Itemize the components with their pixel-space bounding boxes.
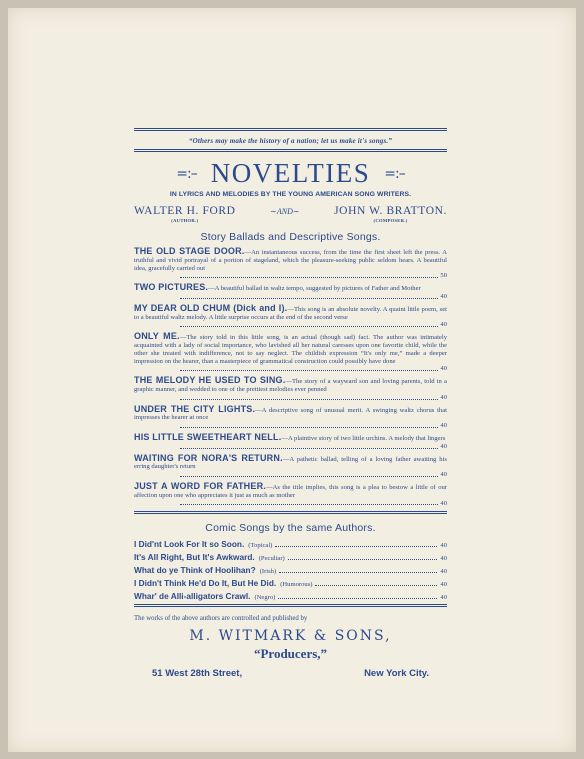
comic-price: 40: [440, 594, 447, 602]
ballad-price: 40: [440, 471, 447, 479]
comic-item: [134, 565, 447, 575]
ballad-item: [134, 403, 447, 430]
motto-rule: [134, 149, 447, 152]
ballad-title: ONLY ME.: [134, 331, 180, 342]
page-subtitle: IN LYRICS AND MELODIES BY THE YOUNG AMERICAN SONG WRITERS.: [169, 191, 412, 198]
ballad-title: THE OLD STAGE DOOR.: [134, 246, 245, 256]
comic-genre: (Negro): [254, 594, 276, 602]
comic-genre: (Humorous): [280, 581, 313, 589]
composer-role: (COMPOSER.): [373, 218, 408, 223]
comic-genre: (Irish): [259, 568, 277, 576]
bottom-rule: [134, 604, 447, 607]
publisher-city: New York City.: [364, 668, 429, 680]
author-right: [334, 205, 447, 223]
ballad-price: 40: [440, 442, 447, 450]
ornament-left-icon: =:–: [176, 165, 197, 182]
ballad-price: 40: [440, 499, 447, 507]
comic-item: [134, 578, 447, 588]
comic-title: I Did'nt Look For It so Soon.: [134, 539, 245, 550]
ballad-description: —A plaintive story of two little urchins. A melody that lingers: [281, 434, 446, 442]
comic-price: 40: [440, 568, 447, 576]
section-rule: [134, 511, 447, 514]
ballad-description: —This song is an absolute novelty. A quaint little poem, set to a beautiful waltz melody. A little surprise occurs at the end of the second verse: [134, 305, 447, 321]
ballad-title: WAITING FOR NORA'S RETURN.: [134, 452, 283, 463]
motto: “Others may make the history of a nation; let us make it's songs.”: [188, 137, 393, 145]
ballad-price: 40: [440, 321, 447, 329]
ballad-title: UNDER THE CITY LIGHTS.: [134, 403, 256, 414]
ballad-title: THE MELODY HE USED TO SING.: [134, 375, 286, 386]
comic-price: 40: [440, 542, 447, 550]
author-left: [134, 205, 236, 223]
ballad-item: [134, 333, 447, 373]
ballad-description: —A descriptive song of unusual merit. A swinging waltz chorus that impresses the hearer at once: [134, 406, 447, 422]
comic-price: 40: [440, 581, 447, 589]
ballad-item: [134, 377, 447, 401]
advertisement-column: [134, 128, 447, 679]
comic-genre: (Peculiar): [258, 555, 285, 563]
ballad-title: HIS LITTLE SWEETHEART NELL.: [134, 431, 282, 442]
publisher-tagline: “Producers,”: [253, 646, 328, 662]
ballad-description: —The story told in this little song, is an actual (though sad) fact. The author was intimately acquainted with a lady of social importance, who lavished all her natural caresses upon one favorite child, while the other she treated with indifference, not to say neglect. The childish expression “It's only me,” made a deeper impression on the hearer, than a masterpiece of grammatical construction could possibly have done: [134, 334, 447, 365]
ballad-price: 50: [440, 272, 447, 280]
comic-item: [134, 552, 447, 562]
ballad-item: [134, 302, 447, 329]
ballad-price: 40: [440, 292, 447, 300]
comic-genre: (Topical): [248, 542, 273, 550]
ballad-item: [134, 284, 447, 301]
ballad-item: [134, 431, 447, 451]
page-title: NOVELTIES: [210, 158, 371, 188]
comic-heading: Comic Songs by the same Authors.: [205, 522, 376, 535]
comic-price: 40: [440, 555, 447, 563]
comic-title: I Didn't Think He'd Do It, But He Did.: [134, 578, 277, 589]
comic-item: [134, 591, 447, 601]
composer-name: JOHN W. BRATTON.: [334, 205, 447, 217]
ballad-title: JUST A WORD FOR FATHER.: [134, 480, 266, 491]
comic-title: It's All Right, But It's Awkward.: [134, 552, 255, 563]
ballad-description: —A pathetic ballad, telling of a loving father awaiting his erring daughter's return: [134, 455, 447, 471]
ballad-description: —A beautiful ballad in waltz tempo, suggested by pictures of Father and Mother: [208, 285, 421, 293]
ballad-title: MY DEAR OLD CHUM (Dick and I).: [134, 302, 288, 313]
comic-title: Whar' de Alli-alligators Crawl.: [134, 591, 251, 602]
author-name: WALTER H. FORD: [134, 205, 236, 217]
publisher-street: 51 West 28th Street,: [152, 668, 243, 680]
ballad-list: [134, 248, 447, 507]
ballad-item: [134, 248, 447, 280]
ballad-item: [134, 452, 447, 479]
comic-list: [134, 539, 447, 601]
ballad-description: —As the title implies, this song is a plea to bestow a little of our affection upon one who appreciates it just as much as mother: [134, 483, 447, 499]
and-flourish: ∼AND∼: [270, 207, 300, 216]
ballad-item: [134, 480, 447, 507]
ballad-price: 40: [440, 422, 447, 430]
ballad-price: 40: [440, 393, 447, 401]
publisher-note: The works of the above authors are controlled and published by: [134, 615, 308, 623]
ballad-title: TWO PICTURES.: [134, 282, 209, 293]
ballad-description: —An instantaneous success, from the time the first sheet left the press. A truthful and vivid portrayal of a portion of stageland, which the pleasure-seeking public seldom hears. A beautiful idea, gracefully carried out: [134, 249, 447, 272]
comic-item: [134, 539, 447, 549]
publisher-address: [134, 668, 447, 679]
publisher-name: M. WITMARK & SONS,: [189, 628, 392, 645]
ornament-right-icon: =:–: [384, 165, 405, 182]
title-row: [134, 158, 447, 189]
author-role: (AUTHOR.): [171, 218, 199, 223]
ballad-description: —The story of a wayward son and loving parents, told in a graphic manner, and wedded to one of the prettiest melodies ever penned: [134, 378, 447, 393]
comic-title: What do ye Think of Hoolihan?: [134, 565, 256, 576]
authors-row: [134, 205, 447, 223]
top-rule: [134, 128, 447, 131]
ballad-price: 40: [440, 365, 447, 373]
ballads-heading: Story Ballads and Descriptive Songs.: [200, 231, 381, 243]
